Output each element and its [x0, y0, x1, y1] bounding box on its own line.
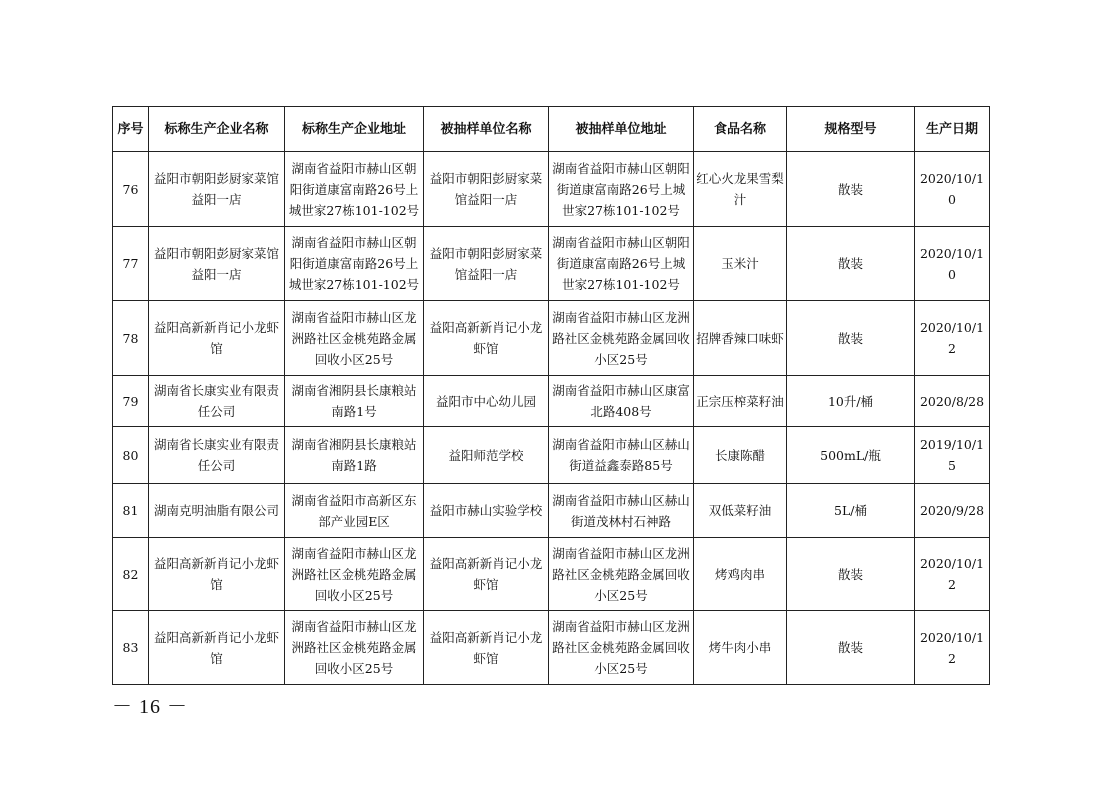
cell-specification: 500mL/瓶 — [787, 427, 915, 484]
cell-serial-no: 78 — [113, 301, 149, 376]
cell-sampled-unit-address: 湖南省益阳市赫山区赫山街道茂林村石神路 — [549, 484, 694, 538]
cell-production-date: 2020/10/12 — [915, 301, 990, 376]
cell-specification: 散装 — [787, 611, 915, 685]
cell-producer-name: 益阳高新新肖记小龙虾馆 — [149, 611, 285, 685]
table-row — [113, 227, 990, 301]
cell-sampled-unit-name: 益阳市中心幼儿园 — [424, 376, 549, 427]
cell-sampled-unit-address: 湖南省益阳市赫山区龙洲路社区金桃苑路金属回收小区25号 — [549, 611, 694, 685]
cell-food-name: 招牌香辣口味虾 — [694, 301, 787, 376]
cell-producer-name: 湖南省长康实业有限责任公司 — [149, 427, 285, 484]
cell-serial-no: 80 — [113, 427, 149, 484]
header-production-date: 生产日期 — [915, 107, 990, 152]
cell-food-name: 长康陈醋 — [694, 427, 787, 484]
cell-production-date: 2020/10/10 — [915, 152, 990, 227]
cell-production-date: 2020/9/28 — [915, 484, 990, 538]
page-number: － 16 － — [112, 696, 188, 718]
cell-producer-name: 益阳市朝阳彭厨家菜馆益阳一店 — [149, 227, 285, 301]
table-row — [113, 427, 990, 484]
cell-serial-no: 79 — [113, 376, 149, 427]
cell-sampled-unit-address: 湖南省益阳市赫山区龙洲路社区金桃苑路金属回收小区25号 — [549, 301, 694, 376]
cell-specification: 散装 — [787, 227, 915, 301]
cell-producer-name: 益阳市朝阳彭厨家菜馆益阳一店 — [149, 152, 285, 227]
cell-sampled-unit-address: 湖南省益阳市赫山区康富北路408号 — [549, 376, 694, 427]
header-sampled-unit-address: 被抽样单位地址 — [549, 107, 694, 152]
cell-sampled-unit-name: 益阳高新新肖记小龙虾馆 — [424, 538, 549, 611]
cell-sampled-unit-address: 湖南省益阳市赫山区朝阳街道康富南路26号上城世家27栋101-102号 — [549, 227, 694, 301]
cell-food-name: 烤鸡肉串 — [694, 538, 787, 611]
cell-sampled-unit-name: 益阳师范学校 — [424, 427, 549, 484]
cell-sampled-unit-address: 湖南省益阳市赫山区朝阳街道康富南路26号上城世家27栋101-102号 — [549, 152, 694, 227]
table-row — [113, 301, 990, 376]
cell-serial-no: 82 — [113, 538, 149, 611]
cell-producer-address: 湖南省湘阴县长康粮站南路1路 — [285, 427, 424, 484]
cell-specification: 散装 — [787, 538, 915, 611]
cell-producer-address: 湖南省益阳市赫山区龙洲路社区金桃苑路金属回收小区25号 — [285, 538, 424, 611]
cell-production-date: 2020/10/10 — [915, 227, 990, 301]
cell-specification: 10升/桶 — [787, 376, 915, 427]
table-row — [113, 152, 990, 227]
cell-producer-address: 湖南省益阳市赫山区朝阳街道康富南路26号上城世家27栋101-102号 — [285, 227, 424, 301]
cell-producer-name: 湖南克明油脂有限公司 — [149, 484, 285, 538]
cell-serial-no: 81 — [113, 484, 149, 538]
header-food-name: 食品名称 — [694, 107, 787, 152]
cell-producer-name: 湖南省长康实业有限责任公司 — [149, 376, 285, 427]
table-header-row — [113, 107, 990, 152]
cell-production-date: 2020/10/12 — [915, 538, 990, 611]
cell-producer-address: 湖南省益阳市赫山区龙洲路社区金桃苑路金属回收小区25号 — [285, 301, 424, 376]
cell-food-name: 红心火龙果雪梨汁 — [694, 152, 787, 227]
header-sampled-unit-name: 被抽样单位名称 — [424, 107, 549, 152]
cell-food-name: 烤牛肉小串 — [694, 611, 787, 685]
header-specification: 规格型号 — [787, 107, 915, 152]
table-row — [113, 538, 990, 611]
cell-production-date: 2019/10/15 — [915, 427, 990, 484]
cell-producer-name: 益阳高新新肖记小龙虾馆 — [149, 301, 285, 376]
cell-producer-address: 湖南省益阳市赫山区朝阳街道康富南路26号上城世家27栋101-102号 — [285, 152, 424, 227]
cell-serial-no: 83 — [113, 611, 149, 685]
header-producer-address: 标称生产企业地址 — [285, 107, 424, 152]
cell-food-name: 双低菜籽油 — [694, 484, 787, 538]
cell-sampled-unit-name: 益阳高新新肖记小龙虾馆 — [424, 611, 549, 685]
header-serial-no: 序号 — [113, 107, 149, 152]
cell-producer-address: 湖南省益阳市高新区东部产业园E区 — [285, 484, 424, 538]
cell-serial-no: 77 — [113, 227, 149, 301]
cell-sampled-unit-address: 湖南省益阳市赫山区龙洲路社区金桃苑路金属回收小区25号 — [549, 538, 694, 611]
cell-production-date: 2020/8/28 — [915, 376, 990, 427]
table-row — [113, 484, 990, 538]
cell-food-name: 玉米汁 — [694, 227, 787, 301]
cell-serial-no: 76 — [113, 152, 149, 227]
cell-sampled-unit-name: 益阳市赫山实验学校 — [424, 484, 549, 538]
cell-producer-address: 湖南省益阳市赫山区龙洲路社区金桃苑路金属回收小区25号 — [285, 611, 424, 685]
cell-specification: 散装 — [787, 152, 915, 227]
cell-sampled-unit-address: 湖南省益阳市赫山区赫山街道益鑫泰路85号 — [549, 427, 694, 484]
cell-producer-name: 益阳高新新肖记小龙虾馆 — [149, 538, 285, 611]
table-row — [113, 611, 990, 685]
cell-specification: 散装 — [787, 301, 915, 376]
cell-specification: 5L/桶 — [787, 484, 915, 538]
cell-sampled-unit-name: 益阳高新新肖记小龙虾馆 — [424, 301, 549, 376]
table-row — [113, 376, 990, 427]
header-producer-name: 标称生产企业名称 — [149, 107, 285, 152]
cell-production-date: 2020/10/12 — [915, 611, 990, 685]
cell-producer-address: 湖南省湘阴县长康粮站南路1号 — [285, 376, 424, 427]
cell-sampled-unit-name: 益阳市朝阳彭厨家菜馆益阳一店 — [424, 227, 549, 301]
cell-food-name: 正宗压榨菜籽油 — [694, 376, 787, 427]
cell-sampled-unit-name: 益阳市朝阳彭厨家菜馆益阳一店 — [424, 152, 549, 227]
sampling-results-table — [112, 106, 990, 685]
